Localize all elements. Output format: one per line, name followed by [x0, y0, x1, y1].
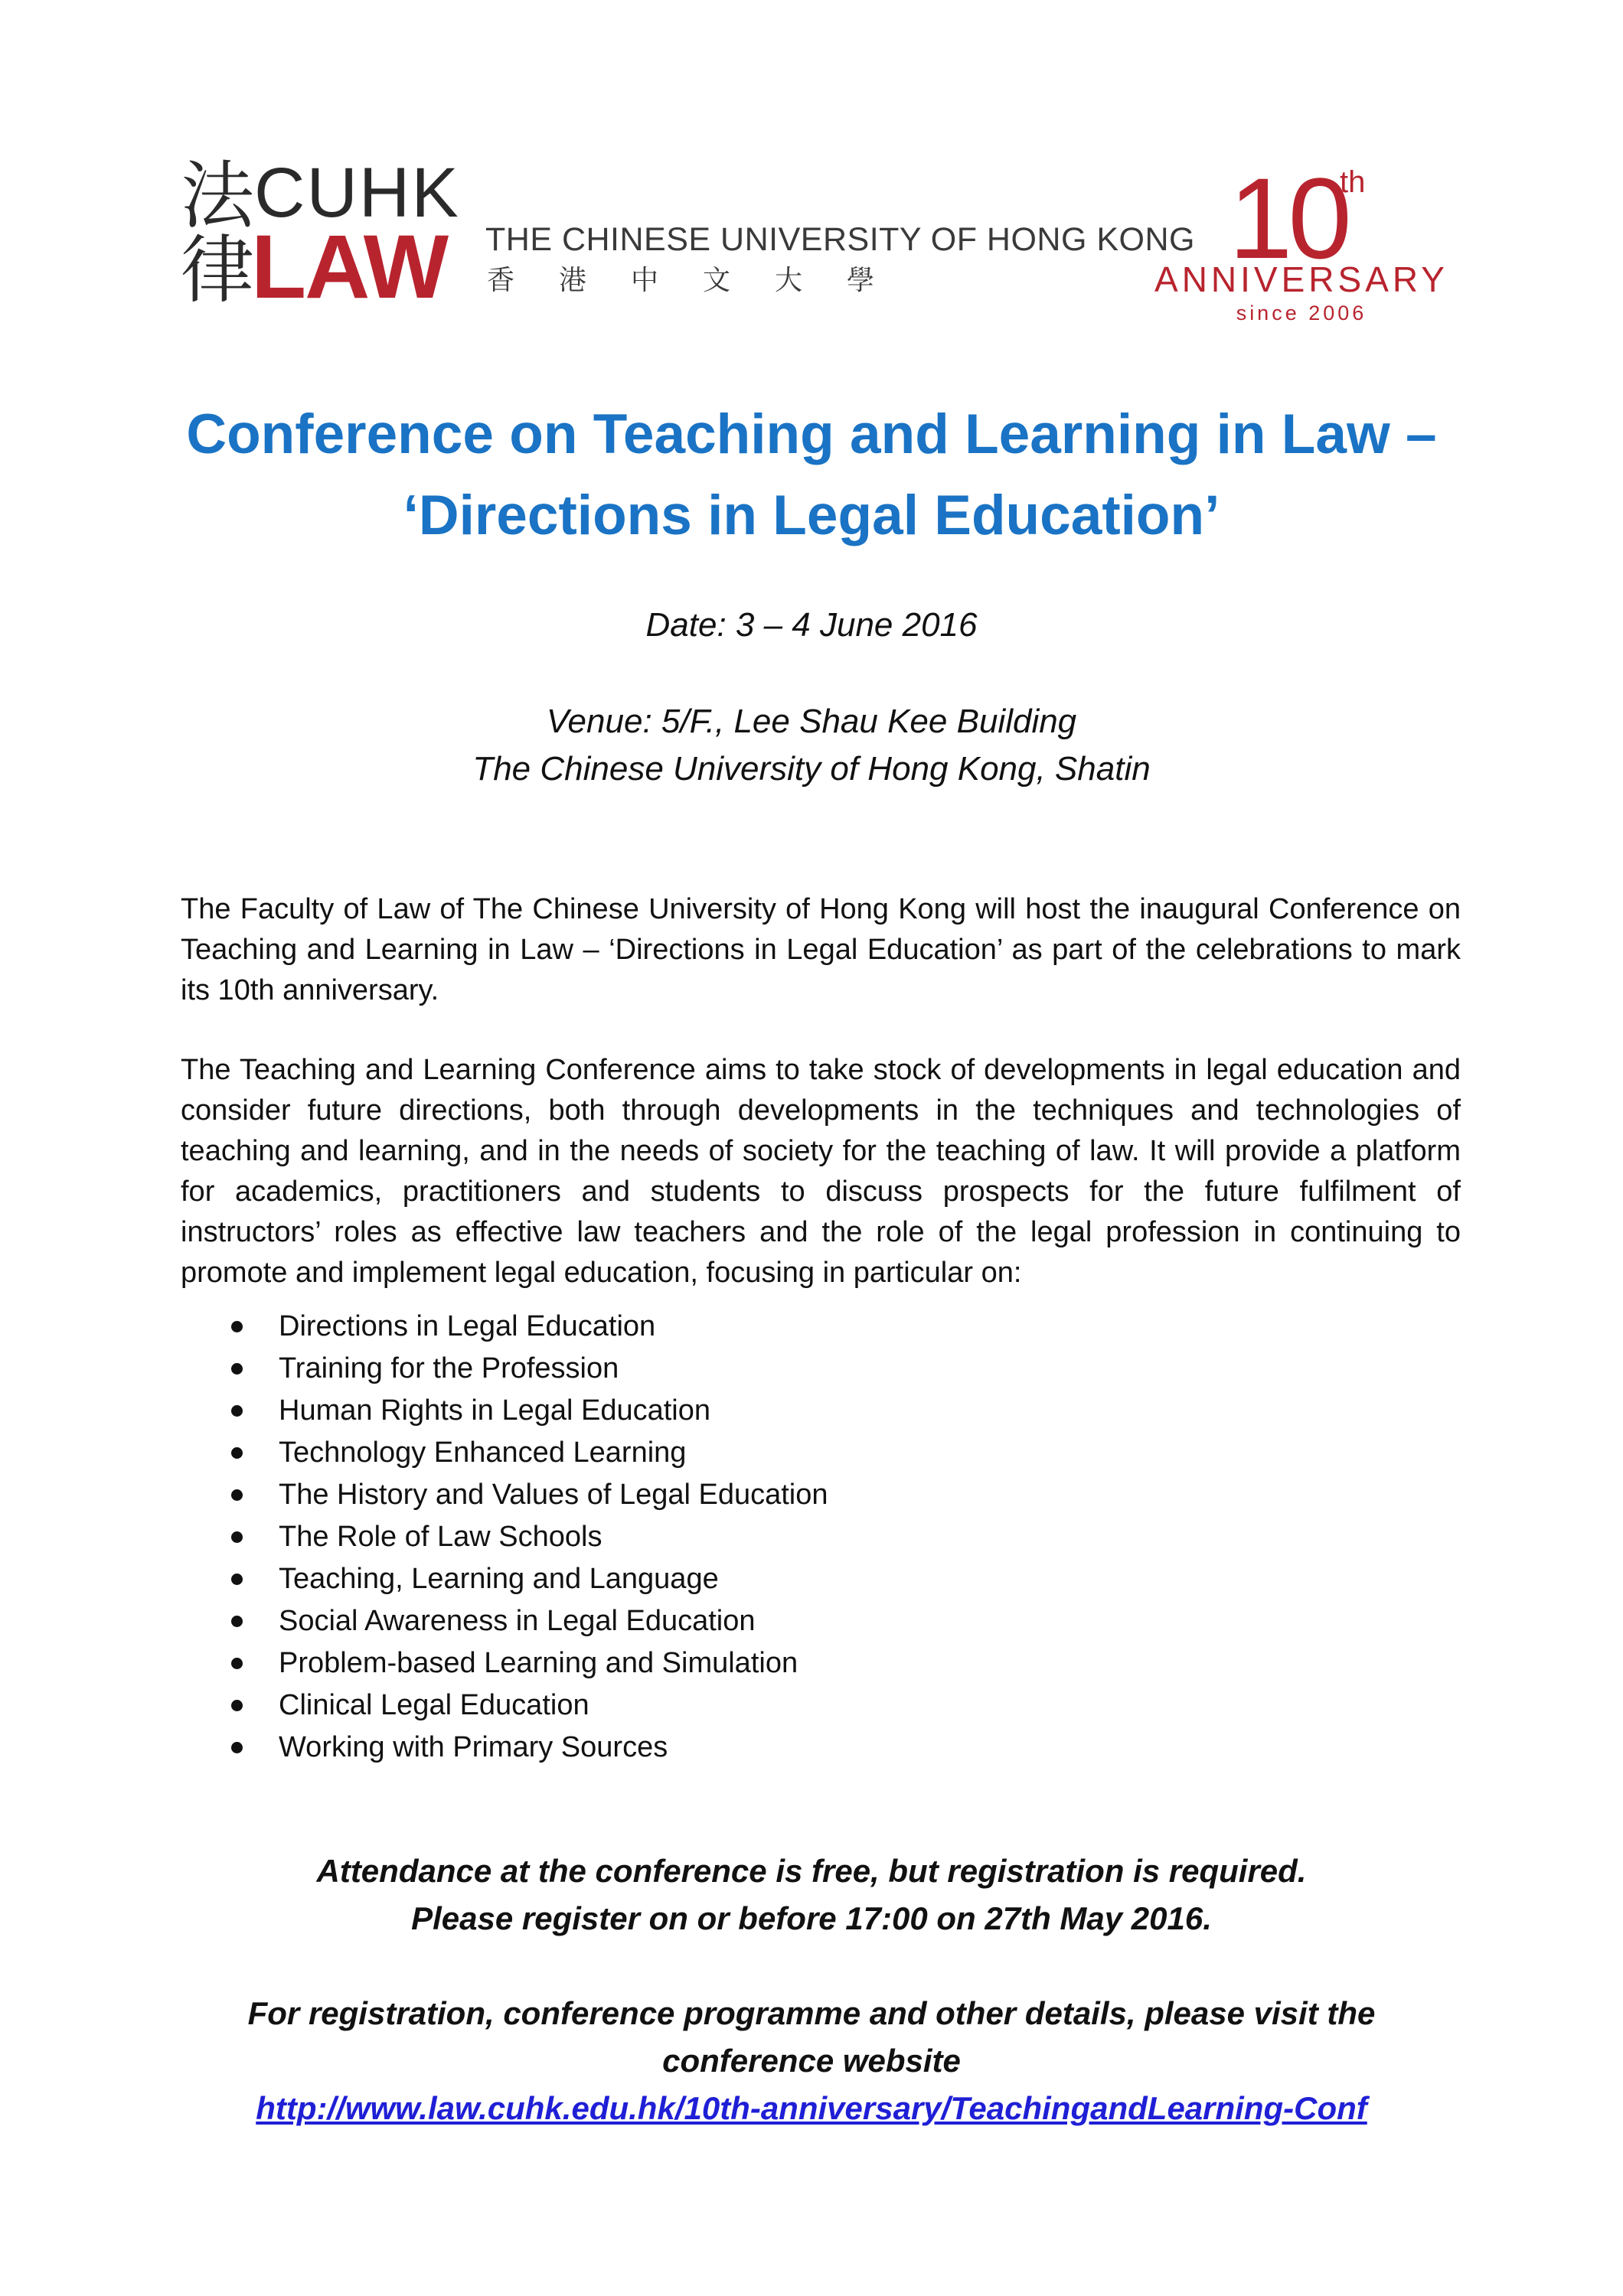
topic-item: Teaching, Learning and Language [181, 1558, 1252, 1600]
bullet-icon [231, 1447, 243, 1459]
logo-cuhk-text: CUHK [254, 154, 460, 232]
topic-item: Technology Enhanced Learning [181, 1432, 1252, 1474]
topic-item: The History and Values of Legal Education [181, 1474, 1252, 1516]
bullet-icon [231, 1700, 243, 1711]
conference-date: Date: 3 – 4 June 2016 [645, 606, 978, 644]
bullet-icon [231, 1405, 243, 1417]
anniversary-suffix: th [1340, 165, 1366, 199]
bullet-icon [231, 1363, 243, 1375]
topic-item: Training for the Profession [181, 1348, 1252, 1390]
bullet-icon [231, 1531, 243, 1543]
aims-paragraph: The Teaching and Learning Conference aims to take stock of developments in legal education and consider future directions, both through developments in the techniques and technologies of teaching and learning, and in the needs of society for the teaching of law. It will provide a platform for academics, practitioners and students to discuss prospects for the future fulfilment of instructors’ roles as effective law teachers and the role of the legal profession in continuing to promote and implement legal education, focusing in particular on: [181, 1054, 1461, 1289]
bullet-icon [231, 1321, 243, 1332]
bullet-icon [231, 1574, 243, 1585]
university-name-english: THE CHINESE UNIVERSITY OF HONG KONG [485, 221, 1195, 258]
attendance-free-text: Attendance at the conference is free, but registration is required. [316, 1853, 1307, 1889]
topic-item: Human Rights in Legal Education [181, 1390, 1252, 1432]
registration-line-1: For registration, conference programme and other details, please visit the [247, 1995, 1376, 2031]
topic-item: The Role of Law Schools [181, 1516, 1252, 1558]
registration-notice [122, 1990, 1501, 2085]
attendance-notice [122, 1848, 1501, 1942]
topic-item: Social Awareness in Legal Education [181, 1600, 1252, 1642]
header [0, 0, 1623, 325]
bullet-icon [231, 1658, 243, 1669]
conference-website-link[interactable]: http://www.law.cuhk.edu.hk/10th-anniversary/TeachingandLearning-Conf [256, 2090, 1367, 2126]
logo-han-character-top: 法 [181, 153, 254, 239]
logo-law-text: LAW [251, 217, 448, 318]
bullet-icon [231, 1742, 243, 1753]
intro-paragraph: The Faculty of Law of The Chinese University of Hong Kong will host the inaugural Conference on Teaching and Learning in Law – ‘Directions in Legal Education’ as part of the celebrations to mark its 10th anniversary. [181, 893, 1461, 1006]
topic-item: Directions in Legal Education [181, 1306, 1252, 1348]
conference-venue [122, 698, 1501, 793]
anniversary-logo [1148, 154, 1455, 329]
registration-deadline-text: Please register on or before 17:00 on 27th May 2016. [411, 1900, 1212, 1936]
university-name-chinese: 香港中文大學 [487, 265, 919, 296]
venue-line-1: Venue: 5/F., Lee Shau Kee Building [546, 703, 1077, 740]
conference-title [122, 394, 1501, 556]
topics-list [181, 1306, 1252, 1769]
anniversary-number: 10 [1229, 154, 1347, 282]
anniversary-word: ANNIVERSARY [1154, 259, 1448, 299]
topic-item: Problem-based Learning and Simulation [181, 1642, 1252, 1684]
title-line-2: ‘Directions in Legal Education’ [403, 484, 1220, 546]
title-line-1: Conference on Teaching and Learning in Law – [186, 403, 1437, 465]
anniversary-since: since 2006 [1236, 302, 1367, 325]
logo-han-character-bottom: 律 [181, 227, 254, 313]
topic-item: Clinical Legal Education [181, 1684, 1252, 1727]
venue-line-2: The Chinese University of Hong Kong, Shatin [472, 750, 1151, 788]
registration-line-2: conference website [662, 2043, 961, 2079]
topic-item: Working with Primary Sources [181, 1727, 1252, 1769]
bullet-icon [231, 1616, 243, 1627]
bullet-icon [231, 1489, 243, 1501]
